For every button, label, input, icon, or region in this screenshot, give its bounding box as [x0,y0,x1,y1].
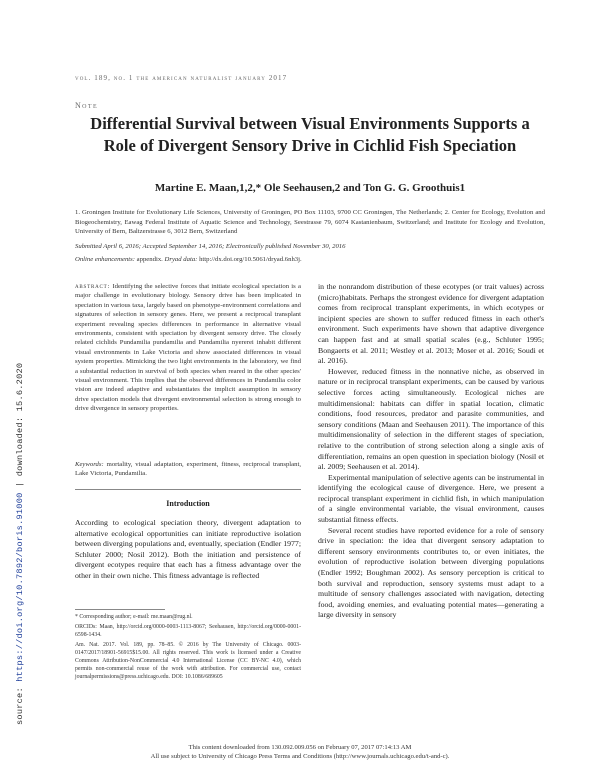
enhancements-text: appendix. [134,256,165,263]
right-column [318,282,544,621]
submission-dates: Submitted April 6, 2016; Accepted September 14, 2016; Electronically published November 30, 2016 [75,243,346,250]
abstract-text: Identifying the selective forces that initiate ecological speciation is a major challenge in evolutionary biology. Sensory drive has been implicated in speciation in various taxa, largely based on phenotype-environment correlations and signatures of selection in sensory genes. Here, we present a reciprocal transplant experiment revealing species differences in performance in alternative visual environments, consistent with speciation by divergent sensory drive. The closely related cichlids Pundamilia pundamilia and Pundamilia nyererei inhabit different visual environments in Lake Victoria and show associated differences in visual system properties. Mimicking the two light environments in the laboratory, we find a substantial reduction in survival of both species when reared in the other species' visual environment. This implies that the observed differences in Pundamilia color vision are indeed adaptive and substantiates the implicit assumption in sensory drive speciation models that divergent environmental selection is strong enough to drive divergence in sensory properties. [75,283,301,413]
terms-notice: All use subject to University of Chicago Press Terms and Conditions (http://www.journals.uchicago.edu/t-and-c). [150,753,450,760]
running-head: vol. 189, no. 1 the american naturalist january 2017 [75,74,288,82]
download-date: downloaded: 15.6.2020 [15,362,25,477]
keywords-text: mortality, visual adaptation, experiment, fitness, reciprocal transplant, Lake Victoria, Pundamilia. [75,461,301,478]
right-paragraph-3: Experimental manipulation of selective agents can be instrumental in identifying the ecological cause of divergence. Here, we present a reciprocal transplant experiment in cichlid fish, in which manipulation of a single environmental variable, the visual environment, causes substantial fitness effects. [318,472,544,525]
keywords [75,460,301,479]
affiliations: 1. Groningen Institute for Evolutionary Life Sciences, University of Groningen, PO Box 11103, 9700 CC Groningen, The Netherlands; 2. Center for Ecology, Evolution and Biogeochemistry, Eawag Federal Institute of Aquatic Science and Technology, Seestrasse 79, 6074 Kastanienbaum, Switzerland; and Institute for Ecology and Evolution, University of Bern, Baltzerstrasse 6, 3012 Bern, Switzerland [75,209,545,236]
right-paragraph-2: However, reduced fitness in the nonnative niche, as observed in nature or in reciprocal transplant experiments, can be caused by various selective forces acting simultaneously. Ecological niches are multidimensional: habitats can differ in spatial location, climatic conditions, food resources, predator and parasite communities, and sensory conditions (Maan and Seehausen 2011). The importance of this multidimensionality of selection in the different stages of speciation, relative to the contribution of strong selection along a single axis of differentiation, remains an open question in speciation biology (Nosil et al. 2009; Seehausen et al. 2014). [318,366,544,472]
corresponding-author-note: * Corresponding author; e-mail: me.maan@rug.nl. [75,614,193,620]
enhancements-label: Online enhancements: [75,256,135,263]
abstract-divider [75,489,301,490]
right-paragraph-4: Several recent studies have reported evidence for a role of sensory drive in speciation: the idea that divergent sensory adaptation to different sensory environments contributes to, or even initiates, the evolution of reproductive isolation between diverging populations (Endler 1992; Boughman 2002). As sensory perception is critical to both survival and reproduction, sensory systems must adapt to a multitude of sensory challenges associated with navigation, detecting food, avoiding enemies, and evaluating potential mates—generating a large diversity in sensory [318,525,544,620]
abstract [75,282,301,414]
sidebar-separator: | [15,476,25,493]
orcid-note: ORCIDs: Maan, http://orcid.org/0000-0003-1113-8067; Seehausen, http://orcid.org/0000-0001-6598-1434. [75,624,301,638]
keywords-label: Keywords: [75,461,104,468]
right-paragraph-1: in the nonrandom distribution of these ecotypes (or trait values) across (micro)habitats. Perhaps the strongest evidence for divergent adaptation comes from reciprocal transplant experiments, in which ecotypes or incipient species are shown to suffer reduced fitness in each other's environment. Such experiments have shown that adaptive divergence can happen fast and at small spatial scales (e.g., Schluter 1995; Bongaerts et al. 2011; Westley et al. 2013; Moser et al. 2016; Soudi et al. 2016). [318,282,544,366]
doi-link[interactable]: https://doi.org/10.7892/boris.91000 [15,492,25,682]
introduction-paragraph: According to ecological speciation theory, divergent adaptation to alternative ecological opportunities can initiate reproductive isolation between diverging populations and, eventually, speciation (Endler 1977; Schluter 2000; Nosil 2012). Both the initiation and persistence of divergent ecotypes require that each has a fitness advantage over the other in their own niche. This fitness advantage is reflected [75,518,301,580]
citation-note: Am. Nat. 2017. Vol. 189, pp. 78–85. © 2016 by The University of Chicago. 0003-0147/2017/18901-56915$15.00. All rights reserved. This work is licensed under a Creative Commons Attribution-NonCommercial 4.0 International License (CC BY-NC 4.0), which permits non-commercial reuse of the work with attribution. For commercial use, contact journalpermissions@press.uchicago.edu. DOI: 10.1086/689605 [75,642,301,680]
section-heading-introduction: Introduction [166,499,210,508]
article-title: Differential Survival between Visual Environments Supports a Role of Divergent Sensory Drive in Cichlid Fish Speciation [90,114,530,155]
download-notice: This content downloaded from 130.092.009.056 on February 07, 2017 07:14:13 AM [188,744,412,751]
footnotes [75,613,301,683]
source-label: source: [15,681,25,725]
section-type-label: Note [75,101,99,110]
dryad-link[interactable]: http://dx.doi.org/10.5061/dryad.6nh3j. [197,256,302,263]
dryad-label: Dryad data: [164,256,198,263]
abstract-label: abstract: [75,283,111,290]
online-enhancements [75,255,545,265]
author-list: Martine E. Maan,1,2,* Ole Seehausen,2 and Ton G. G. Groothuis1 [154,182,466,194]
footnote-divider [75,609,165,610]
source-sidebar [15,363,25,725]
